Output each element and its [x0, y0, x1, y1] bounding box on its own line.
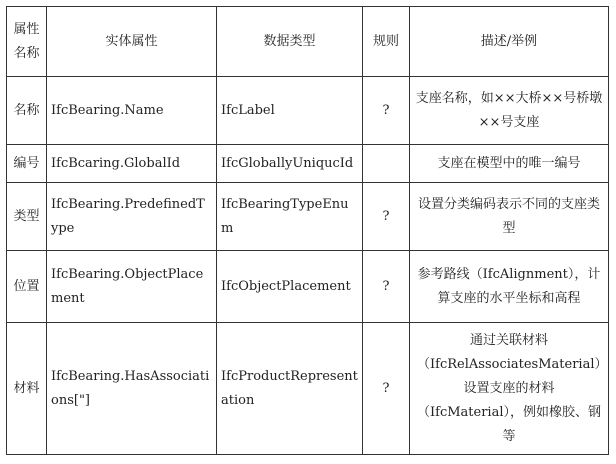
cell-rule: ? — [363, 251, 410, 323]
table-row — [7, 183, 609, 251]
table-row — [7, 145, 609, 183]
cell-description: 支座在模型中的唯一编号 — [410, 145, 609, 183]
cell-attribute-name: 类型 — [7, 183, 47, 251]
cell-attribute-name: 编号 — [7, 145, 47, 183]
header-attribute-name: 属性名称 — [7, 7, 47, 77]
table-header-row — [7, 7, 609, 77]
cell-description: 设置分类编码表示不同的支座类型 — [410, 183, 609, 251]
cell-data-type: IfcProductRepresentation — [217, 323, 363, 455]
ifc-bearing-attribute-table — [6, 6, 609, 455]
cell-entity-attribute: IfcBearing.HasAssociations["] — [47, 323, 217, 455]
header-entity-attribute: 实体属性 — [47, 7, 217, 77]
cell-rule — [363, 145, 410, 183]
cell-description: 支座名称，如××大桥××号桥墩××号支座 — [410, 77, 609, 145]
cell-rule: ? — [363, 183, 410, 251]
cell-entity-attribute: IfcBearing.PredefinedType — [47, 183, 217, 251]
table-row — [7, 251, 609, 323]
header-description: 描述/举例 — [410, 7, 609, 77]
cell-attribute-name: 名称 — [7, 77, 47, 145]
cell-entity-attribute: IfcBearing.Name — [47, 77, 217, 145]
cell-entity-attribute: IfcBearing.ObjectPlacement — [47, 251, 217, 323]
cell-description: 通过关联材料（IfcRelAssociatesMaterial）设置支座的材料（IfcMaterial），例如橡胶、钢等 — [410, 323, 609, 455]
header-rule: 规则 — [363, 7, 410, 77]
header-data-type: 数据类型 — [217, 7, 363, 77]
cell-data-type: IfcGloballyUniqucId — [217, 145, 363, 183]
cell-data-type: IfcObjectPlacement — [217, 251, 363, 323]
cell-entity-attribute: IfcBcaring.GlobalId — [47, 145, 217, 183]
cell-data-type: IfcLabel — [217, 77, 363, 145]
cell-attribute-name: 位置 — [7, 251, 47, 323]
cell-data-type: IfcBearingTypeEnum — [217, 183, 363, 251]
cell-description: 参考路线（IfcAlignment），计算支座的水平坐标和高程 — [410, 251, 609, 323]
cell-rule: ? — [363, 77, 410, 145]
table-row — [7, 323, 609, 455]
cell-rule: ? — [363, 323, 410, 455]
cell-attribute-name: 材料 — [7, 323, 47, 455]
table-row — [7, 77, 609, 145]
